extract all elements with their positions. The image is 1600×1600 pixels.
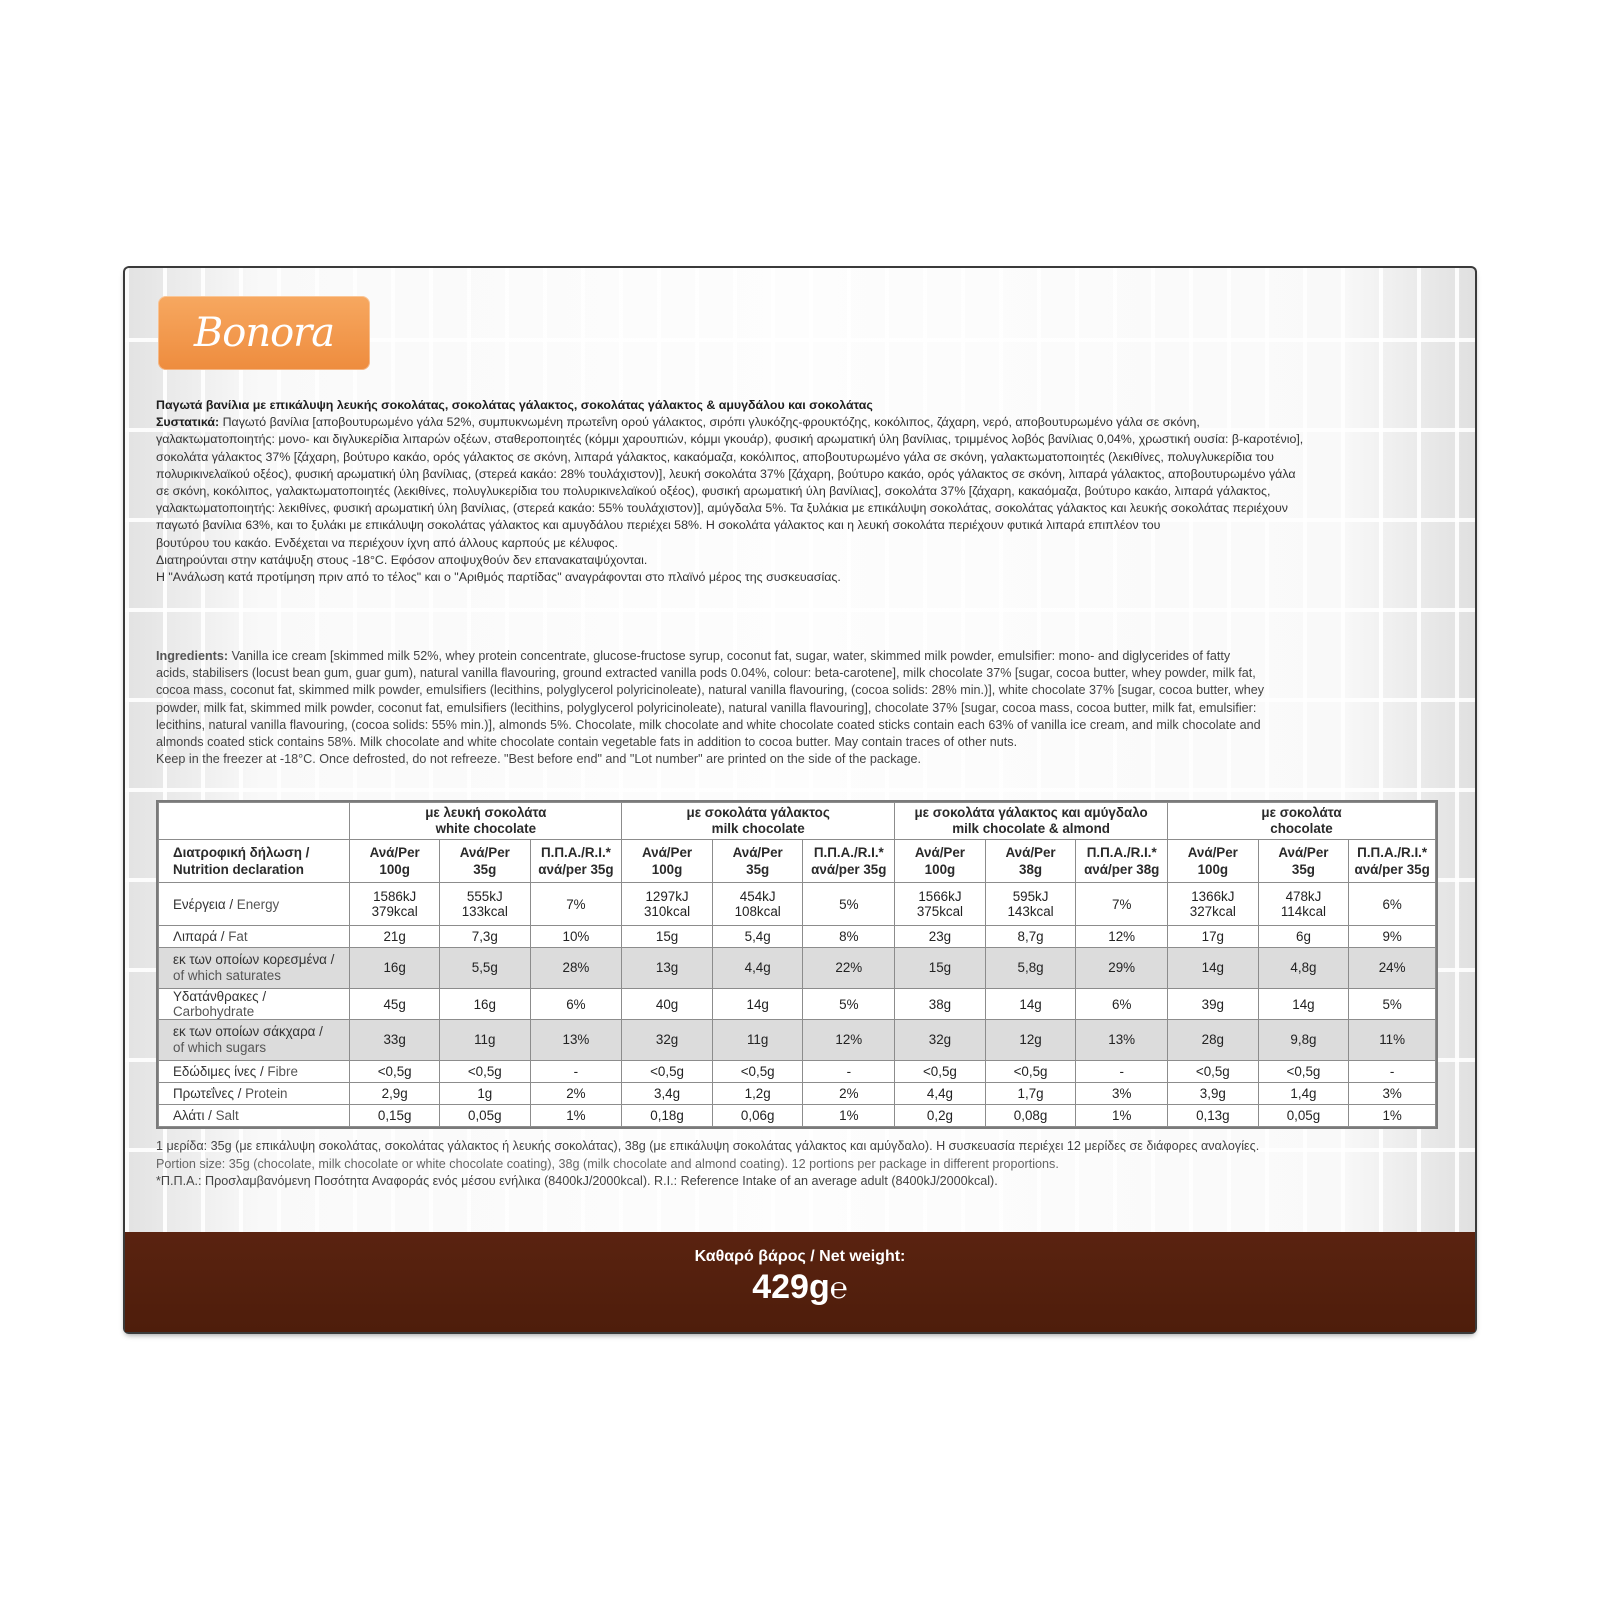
table-cell: 478kJ 114kcal: [1258, 883, 1349, 926]
table-cell: <0,5g: [712, 1061, 803, 1083]
portion-note-english: Portion size: 35g (chocolate, milk chocolate or white chocolate coating), 38g (milk chocolate and almond coating). 12 portions per package in different proportions.: [156, 1156, 1059, 1171]
greek-line: βουτύρου του κακάο. Ενδέχεται να περιέχουν ίχνη από άλλους καρπούς με κέλυφος.: [156, 535, 618, 550]
table-cell: 28%: [530, 948, 622, 989]
table-cell: 454kJ 108kcal: [712, 883, 803, 926]
greek-ingredients: [156, 397, 1422, 586]
table-cell: 7%: [530, 883, 622, 926]
table-cell: 12%: [803, 1020, 895, 1061]
table-cell: <0,5g: [985, 1061, 1076, 1083]
row-label: εκ των οποίων σάκχαρα / of which sugars: [159, 1020, 350, 1061]
table-cell: 23g: [895, 926, 986, 948]
table-cell: 8,7g: [985, 926, 1076, 948]
table-cell: 1566kJ 375kcal: [895, 883, 986, 926]
greek-storage: Διατηρούνται στην κατάψυξη στους -18°C. Εφόσον αποψυχθούν δεν επανακαταψύχονται.: [156, 552, 648, 567]
row-label: Πρωτεΐνες / Protein: [159, 1083, 350, 1105]
table-row-carbohydrate: [159, 989, 1436, 1020]
greek-line: σοκολάτα γάλακτος 37% [ζάχαρη, βούτυρο κακάο, ορός γάλακτος σε σκόνη, λιπαρά γάλακτος, κακαόμαζα, κοκόλιπος, αποβουτυρωμένο γάλα σε σκόνη, γαλακτωματοποιητές (λεκιθίνες, πολυγλυκερίδια του: [156, 449, 1274, 464]
table-cell: 21g: [350, 926, 440, 948]
row-label: Ενέργεια / Energy: [159, 883, 350, 926]
table-cell: 6%: [1076, 989, 1168, 1020]
brand-name: Bonora: [193, 310, 335, 356]
table-cell: 12g: [985, 1020, 1076, 1061]
table-cell: 1%: [1076, 1105, 1168, 1127]
table-cell: 8%: [803, 926, 895, 948]
table-cell: 0,13g: [1168, 1105, 1259, 1127]
table-cell: 14g: [1258, 989, 1349, 1020]
table-cell: 6%: [1349, 883, 1436, 926]
table-cell: 22%: [803, 948, 895, 989]
col-header: Ανά/Per 35g: [712, 840, 803, 883]
col-header: Ανά/Per 100g: [350, 840, 440, 883]
table-column-header-row: [159, 840, 1436, 883]
table-cell: 555kJ 133kcal: [439, 883, 530, 926]
table-cell: 1,2g: [712, 1083, 803, 1105]
table-cell: 15g: [622, 926, 713, 948]
col-header: Ανά/Per 100g: [895, 840, 986, 883]
table-cell: 14g: [985, 989, 1076, 1020]
table-cell: 0,15g: [350, 1105, 440, 1127]
table-cell: 1%: [1349, 1105, 1436, 1127]
english-line: acids, stabilisers (locust bean gum, guar gum), natural vanilla flavouring, ground extracted vanilla pods 0.04%, colour: beta-carotene], milk chocolate 37% [sugar, cocoa butter, whey powder, milk fat,: [156, 666, 1256, 681]
table-cell: 5%: [803, 989, 895, 1020]
table-cell: 0,05g: [1258, 1105, 1349, 1127]
net-weight-label: Καθαρό βάρος / Net weight:: [694, 1248, 906, 1265]
table-cell: <0,5g: [1168, 1061, 1259, 1083]
col-header: Ανά/Per 100g: [622, 840, 713, 883]
greek-bestbefore: Η "Ανάλωση κατά προτίμηση πριν από το τέλος" και ο "Αριθμός παρτίδας" αναγράφονται στο πλαϊνό μέρος της συσκευασίας.: [156, 570, 841, 585]
group-header-white: με λευκή σοκολάτα white chocolate: [350, 803, 622, 840]
table-cell: 3%: [1076, 1083, 1168, 1105]
col-header: Ανά/Per 35g: [439, 840, 530, 883]
table-cell: 3,9g: [1168, 1083, 1259, 1105]
portion-note-greek: 1 μερίδα: 35g (με επικάλυψη σοκολάτας, σοκολάτας γάλακτος ή λευκής σοκολάτας), 38g (με επικάλυψη σοκολάτας γάλακτος και αμύγδαλο). Η συσκευασία περιέχει 12 μερίδες σε διάφορες αναλογίες.: [156, 1139, 1260, 1153]
greek-line: γαλακτωματοποιητής: μονο- και διγλυκερίδια λιπαρών οξέων, σταθεροποιητές (κόμμι χαρουπιών, κόμμι γκουάρ), φυσική αρωματική ύλη βανίλιας, τριμμένος λοβός βανίλιας 0,04%, χρωστική ουσία: β-καροτένιο],: [156, 432, 1304, 447]
table-cell: 595kJ 143kcal: [985, 883, 1076, 926]
table-cell: 1%: [530, 1105, 622, 1127]
table-cell: 4,8g: [1258, 948, 1349, 989]
table-cell: 2%: [530, 1083, 622, 1105]
net-weight-band: [125, 1232, 1475, 1332]
table-cell: <0,5g: [1258, 1061, 1349, 1083]
group-header-chocolate: με σοκολάτα chocolate: [1168, 803, 1436, 840]
greek-ingredients-label: Συστατικά:: [156, 415, 220, 430]
group-header-milk: με σοκολάτα γάλακτος milk chocolate: [622, 803, 895, 840]
english-line: almonds coated stick contains 58%. Milk chocolate and white chocolate contain vegetable fats in addition to cocoa butter. May contain traces of other nuts.: [156, 735, 1018, 750]
table-cell: 6g: [1258, 926, 1349, 948]
table-cell: 5%: [803, 883, 895, 926]
english-line: powder, milk fat, skimmed milk powder, coconut fat, emulsifiers (lecithins, polyglycerol polyricinoleate), natural vanilla flavouring], chocolate 37% [sugar, cocoa mass, cocoa butter, milk fat, emulsifier:: [156, 700, 1257, 715]
english-ingredients-label: Ingredients:: [156, 649, 229, 663]
table-cell: 17g: [1168, 926, 1259, 948]
net-weight-value: [125, 1268, 1475, 1307]
table-cell: 45g: [350, 989, 440, 1020]
table-cell: 4,4g: [895, 1083, 986, 1105]
row-label: Υδατάνθρακες / Carbohydrate: [159, 989, 350, 1020]
greek-ingredients-text: [156, 414, 1422, 431]
table-cell: 32g: [622, 1020, 713, 1061]
table-cell: 3%: [1349, 1083, 1436, 1105]
table-cell: -: [803, 1061, 895, 1083]
col-header: Π.Π.Α./R.I.* ανά/per 35g: [1349, 840, 1436, 883]
row-label: εκ των οποίων κορεσμένα / of which saturates: [159, 948, 350, 989]
table-cell: 2%: [803, 1083, 895, 1105]
greek-line: παγωτό βανίλια 63%, και το ξυλάκι με επικάλυψη σοκολάτας γάλακτος και αμυγδάλου περιέχει 58%. Η σοκολάτα γάλακτος και η λευκή σοκολάτα περιέχουν φυτικά λιπαρά επιπλέον του: [156, 518, 1161, 533]
table-cell: 7,3g: [439, 926, 530, 948]
table-cell: <0,5g: [439, 1061, 530, 1083]
table-cell: 0,05g: [439, 1105, 530, 1127]
table-cell: 5,4g: [712, 926, 803, 948]
table-cell: 0,18g: [622, 1105, 713, 1127]
reference-intake-note: *Π.Π.Α.: Προσλαμβανόμενη Ποσότητα Αναφοράς ενός μέσου ενήλικα (8400kJ/2000kcal). R.I.: Reference Intake of an average adult (8400kJ/2000kcal).: [156, 1174, 998, 1189]
table-cell: 38g: [895, 989, 986, 1020]
table-cell: 3,4g: [622, 1083, 713, 1105]
table-cell: 9,8g: [1258, 1020, 1349, 1061]
table-cell: 10%: [530, 926, 622, 948]
table-cell: 1%: [803, 1105, 895, 1127]
col-header: Ανά/Per 100g: [1168, 840, 1259, 883]
table-cell: 29%: [1076, 948, 1168, 989]
greek-line: πολυρικινελαϊκού οξέος), φυσική αρωματική ύλη βανίλιας, (στερεά κακάο: 28% τουλάχιστον)], λευκή σοκολάτα 37% [ζάχαρη, βούτυρο κακάο, ορός γάλακτος σε σκόνη, λιπαρά γάλακτος, αποβουτυρωμένο γάλα: [156, 466, 1296, 481]
nutrition-declaration-label: Διατροφική δήλωση / Nutrition declaration: [159, 840, 350, 883]
product-title-greek: Παγωτά βανίλια με επικάλυψη λευκής σοκολάτας, σοκολάτας γάλακτος, σοκολάτας γάλακτος & αμυγδάλου και σοκολάτας: [156, 398, 873, 412]
table-cell: 13%: [1076, 1020, 1168, 1061]
table-cell: -: [1349, 1061, 1436, 1083]
empty-corner-cell: [159, 803, 350, 840]
table-cell: <0,5g: [622, 1061, 713, 1083]
table-cell: <0,5g: [895, 1061, 986, 1083]
table-cell: 7%: [1076, 883, 1168, 926]
table-group-header-row: [159, 803, 1436, 840]
table-cell: 11%: [1349, 1020, 1436, 1061]
row-label: Λιπαρά / Fat: [159, 926, 350, 948]
table-cell: 0,08g: [985, 1105, 1076, 1127]
net-weight-amount: 429g: [752, 1268, 830, 1306]
table-cell: 5%: [1349, 989, 1436, 1020]
table-cell: 33g: [350, 1020, 440, 1061]
table-cell: 14g: [712, 989, 803, 1020]
table-cell: 0,06g: [712, 1105, 803, 1127]
table-cell: 1,7g: [985, 1083, 1076, 1105]
brand-logo: [158, 296, 370, 370]
row-label: Εδώδιμες ίνες / Fibre: [159, 1061, 350, 1083]
row-label: Αλάτι / Salt: [159, 1105, 350, 1127]
table-cell: 24%: [1349, 948, 1436, 989]
greek-line: σε σκόνη, κοκόλιπος, γαλακτωματοποιητές (λεκιθίνες, πολυγλυκερίδια του πολυρικινελαϊκού οξέος), φυσική αρωματική ύλη βανίλιας], σοκολάτα 37% [ζάχαρη, κακαόμαζα, βούτυρο κακάο, λιπαρά γάλακτος,: [156, 484, 1271, 499]
table-cell: -: [530, 1061, 622, 1083]
english-ingredients-text: [156, 648, 1422, 665]
col-header: Π.Π.Α./R.I.* ανά/per 35g: [530, 840, 622, 883]
table-cell: 16g: [350, 948, 440, 989]
table-cell: 39g: [1168, 989, 1259, 1020]
table-cell: 16g: [439, 989, 530, 1020]
col-header: Ανά/Per 35g: [1258, 840, 1349, 883]
english-line: cocoa mass, coconut fat, skimmed milk powder, emulsifiers (lecithins, polyglycerol polyricinoleate), natural vanilla flavouring, (cocoa solids: 28% min.)], white chocolate 37% [sugar, cocoa butter, whey: [156, 683, 1265, 698]
col-header: Π.Π.Α./R.I.* ανά/per 35g: [803, 840, 895, 883]
table-cell: 5,8g: [985, 948, 1076, 989]
table-cell: 11g: [439, 1020, 530, 1061]
greek-line: γαλακτωματοποιητής: λεκιθίνες, φυσική αρωματική ύλη βανίλιας, (στερεά κακάο: 55% τουλάχιστον)], αμύγδαλα 5%. Τα ξυλάκια με επικάλυψη σοκολάτας, σοκολάτας γάλακτος και λευκής σοκολάτας περιέχουν: [156, 501, 1288, 516]
english-storage: Keep in the freezer at -18°C. Once defrosted, do not refreeze. "Best before end" and "Lot number" are printed on the side of the package.: [156, 752, 922, 767]
table-cell: 4,4g: [712, 948, 803, 989]
nutrition-table: [158, 802, 1436, 1127]
table-cell: 40g: [622, 989, 713, 1020]
table-cell: 14g: [1168, 948, 1259, 989]
table-cell: <0,5g: [350, 1061, 440, 1083]
table-cell: 2,9g: [350, 1083, 440, 1105]
table-cell: 13g: [622, 948, 713, 989]
col-header: Ανά/Per 38g: [985, 840, 1076, 883]
table-row-salt: [159, 1105, 1436, 1127]
table-cell: 28g: [1168, 1020, 1259, 1061]
estimated-sign-icon: ℮: [829, 1272, 848, 1305]
table-cell: 12%: [1076, 926, 1168, 948]
footnotes: [156, 1138, 1426, 1191]
table-cell: 0,2g: [895, 1105, 986, 1127]
english-line: lecithins, natural vanilla flavouring, (cocoa solids: 55% min.)], almonds 5%. Chocolate, milk chocolate and white chocolate coated sticks contain each 63% of vanilla ice cream, and milk chocolate and: [156, 717, 1261, 732]
table-cell: 1366kJ 327kcal: [1168, 883, 1259, 926]
table-row-fat: [159, 926, 1436, 948]
table-cell: 13%: [530, 1020, 622, 1061]
table-cell: 6%: [530, 989, 622, 1020]
table-row-saturates: [159, 948, 1436, 989]
table-cell: 11g: [712, 1020, 803, 1061]
table-cell: 1586kJ 379kcal: [350, 883, 440, 926]
table-row-sugars: [159, 1020, 1436, 1061]
table-cell: 32g: [895, 1020, 986, 1061]
table-cell: 5,5g: [439, 948, 530, 989]
table-cell: -: [1076, 1061, 1168, 1083]
greek-line: Παγωτό βανίλια [αποβουτυρωμένο γάλα 52%, συμπυκνωμένη πρωτεΐνη ορού γάλακτος, σιρόπι γλυκόζης-φρουκτόζης, κοκόλιπος, ζάχαρη, νερό, αποβουτυρωμένο γάλα σε σκόνη,: [222, 415, 1200, 430]
table-row-protein: [159, 1083, 1436, 1105]
table-row-fibre: [159, 1061, 1436, 1083]
table-row-energy: [159, 883, 1436, 926]
group-header-milk-almond: με σοκολάτα γάλακτος και αμύγδαλο milk chocolate & almond: [895, 803, 1168, 840]
english-ingredients: [156, 648, 1422, 768]
col-header: Π.Π.Α./R.I.* ανά/per 38g: [1076, 840, 1168, 883]
table-cell: 1g: [439, 1083, 530, 1105]
table-cell: 15g: [895, 948, 986, 989]
english-line: Vanilla ice cream [skimmed milk 52%, whey protein concentrate, glucose-fructose syrup, coconut fat, sugar, water, skimmed milk powder, emulsifier: mono- and diglycerides of fatty: [231, 649, 1231, 663]
table-cell: 1297kJ 310kcal: [622, 883, 713, 926]
table-cell: 1,4g: [1258, 1083, 1349, 1105]
table-cell: 9%: [1349, 926, 1436, 948]
